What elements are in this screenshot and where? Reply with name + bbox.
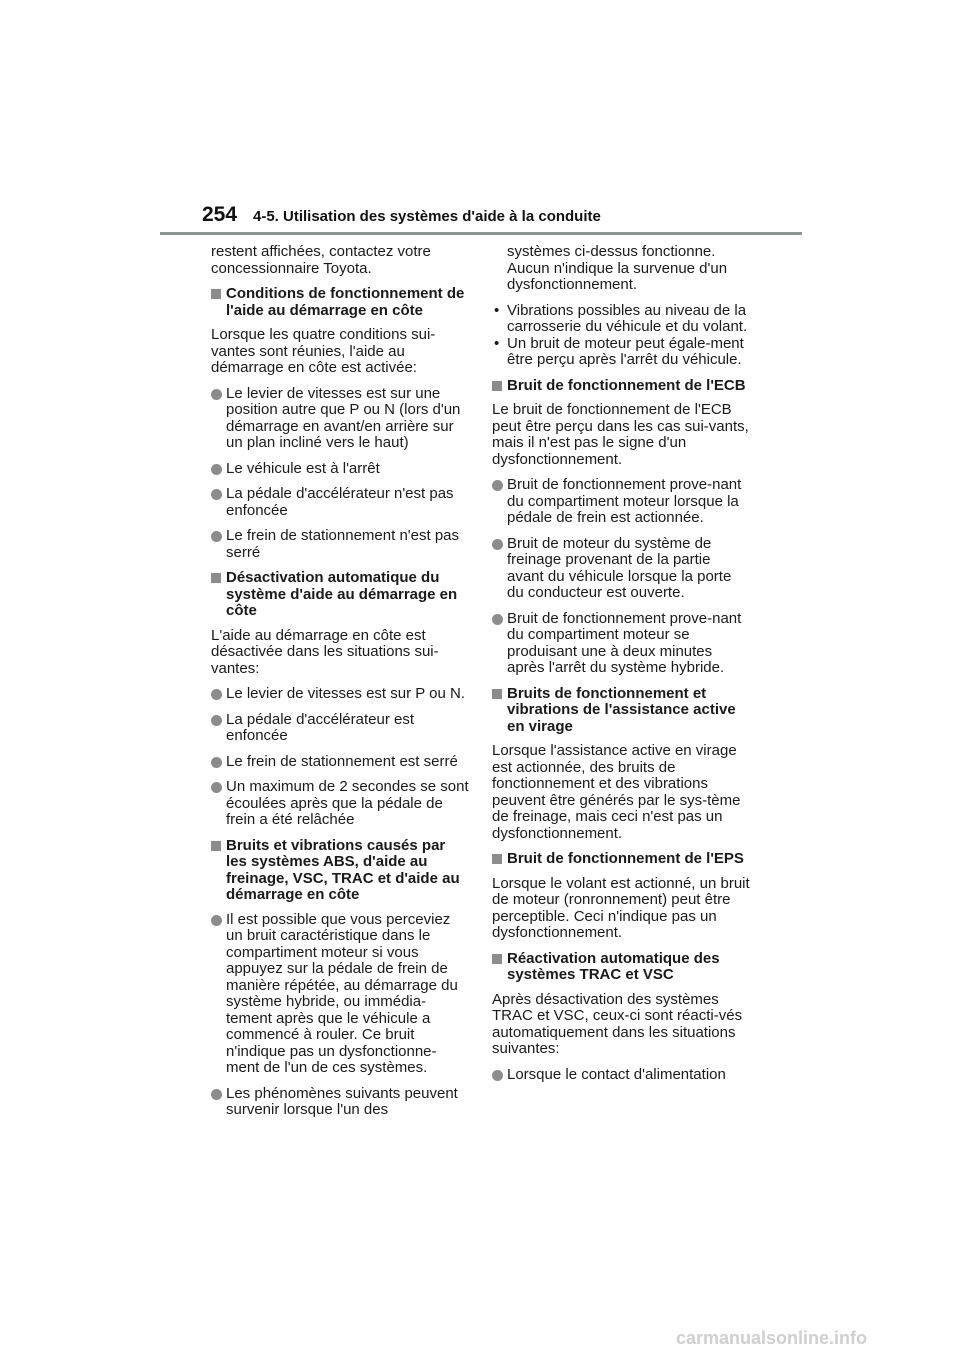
paragraph-continued: systèmes ci-dessus fonctionne. Aucun n'indique la survenue d'un dysfonctionnement. xyxy=(507,243,728,293)
left-column xyxy=(211,244,469,1128)
bullet-item: Le frein de stationnement est serré xyxy=(211,754,469,771)
section-title: 4-5. Utilisation des systèmes d'aide à la conduite xyxy=(253,208,601,225)
dash-item: • Un bruit de moteur peut égale-ment être perçu après l'arrêt du véhicule. xyxy=(494,334,744,368)
square-bullet-icon xyxy=(492,954,502,964)
circle-bullet-icon xyxy=(492,480,503,491)
bullet-item: Un maximum de 2 secondes se sont écoulées après que la pédale de frein a été relâchée xyxy=(211,779,469,829)
watermark: carmanualsonline.info xyxy=(676,1328,868,1348)
bullet-item: Lorsque le contact d'alimentation xyxy=(492,1067,750,1084)
paragraph: Après désactivation des systèmes TRAC et VSC, ceux-ci sont réacti-vés automatiquement dans les situations suivantes: xyxy=(492,990,743,1057)
circle-bullet-icon xyxy=(211,915,222,926)
paragraph: Lorsque le volant est actionné, un bruit de moteur (ronronnement) peut être perceptible. Ceci n'indique pas un dysfonctionnement. xyxy=(492,874,750,941)
square-bullet-icon xyxy=(492,381,502,391)
section-heading: Conditions de fonctionnement de l'aide au démarrage en côte xyxy=(211,286,469,319)
square-bullet-icon xyxy=(492,854,502,864)
circle-bullet-icon xyxy=(211,531,222,542)
section-heading: Bruits et vibrations causés par les systèmes ABS, d'aide au freinage, VSC, TRAC et d'aide au démarrage en côte xyxy=(211,838,469,904)
right-column xyxy=(492,244,750,1092)
circle-bullet-icon xyxy=(211,782,222,793)
section-heading: Bruit de fonctionnement de l'EPS xyxy=(492,851,750,868)
square-bullet-icon xyxy=(492,689,502,699)
bullet-item: Les phénomènes suivants peuvent survenir lorsque l'un des xyxy=(211,1086,469,1119)
square-bullet-icon xyxy=(211,573,221,583)
bullet-dot-icon: • xyxy=(494,301,500,319)
circle-bullet-icon xyxy=(211,715,222,726)
section-heading: Désactivation automatique du système d'aide au démarrage en côte xyxy=(211,570,469,620)
paragraph: Lorsque les quatre conditions sui-vantes sont réunies, l'aide au démarrage en côte est activée: xyxy=(211,326,436,376)
circle-bullet-icon xyxy=(211,757,222,768)
paragraph: Le bruit de fonctionnement de l'ECB peut être perçu dans les cas sui-vants, mais il n'est pas le signe d'un dysfonctionnement. xyxy=(492,401,749,468)
bullet-item: Le frein de stationnement n'est pas serré xyxy=(211,528,469,561)
bullet-item: Le véhicule est à l'arrêt xyxy=(211,461,469,478)
square-bullet-icon xyxy=(211,841,221,851)
bullet-item: La pédale d'accélérateur n'est pas enfoncée xyxy=(211,486,469,519)
bullet-item: Le levier de vitesses est sur une position autre que P ou N (lors d'un démarrage en avant/en arrière sur un plan incliné vers le haut) xyxy=(211,386,469,452)
bullet-item: La pédale d'accélérateur est enfoncée xyxy=(211,712,469,745)
circle-bullet-icon xyxy=(492,539,503,550)
dash-item: • Vibrations possibles au niveau de la carrosserie du véhicule et du volant. xyxy=(494,301,748,335)
bullet-item: Bruit de moteur du système de freinage provenant de la partie avant du véhicule lorsque la porte du conducteur est ouverte. xyxy=(492,536,750,602)
page-number: 254 xyxy=(202,203,238,226)
circle-bullet-icon xyxy=(211,689,222,700)
circle-bullet-icon xyxy=(211,489,222,500)
paragraph: L'aide au démarrage en côte est désactivée dans les situations sui-vantes: xyxy=(211,626,439,677)
section-heading: Bruit de fonctionnement de l'ECB xyxy=(492,378,750,395)
paragraph: restent affichées, contactez votre concessionnaire Toyota. xyxy=(211,243,431,277)
circle-bullet-icon xyxy=(211,389,222,400)
bullet-item: Le levier de vitesses est sur P ou N. xyxy=(211,686,469,703)
circle-bullet-icon xyxy=(211,1089,222,1100)
circle-bullet-icon xyxy=(492,1070,503,1081)
square-bullet-icon xyxy=(211,289,221,299)
section-heading: Bruits de fonctionnement et vibrations de l'assistance active en virage xyxy=(492,686,750,736)
paragraph: Lorsque l'assistance active en virage est actionnée, des bruits de fonctionnement et des vibrations peuvent être générés par le sys-tème de freinage, mais ceci n'est pas un dysfonctionnement. xyxy=(492,742,741,842)
circle-bullet-icon xyxy=(211,464,222,475)
section-heading: Réactivation automatique des systèmes TRAC et VSC xyxy=(492,951,750,984)
bullet-item: Il est possible que vous perceviez un bruit caractéristique dans le compartiment moteur si vous appuyez sur la pédale de frein de manière répétée, au démarrage du système hybride, ou immédia-tement après que le véhicule a commencé à rouler. Ce bruit n'indique pas un dysfonctionne-ment de l'un de ces systèmes. xyxy=(211,912,469,1077)
circle-bullet-icon xyxy=(492,614,503,625)
page-header xyxy=(202,203,802,235)
bullet-dot-icon: • xyxy=(494,334,500,352)
bullet-item: Bruit de fonctionnement prove-nant du compartiment moteur lorsque la pédale de frein est actionnée. xyxy=(492,477,750,527)
bullet-item: Bruit de fonctionnement prove-nant du compartiment moteur se produisant une à deux minutes après l'arrêt du système hybride. xyxy=(492,611,750,677)
header-rule xyxy=(160,232,802,235)
